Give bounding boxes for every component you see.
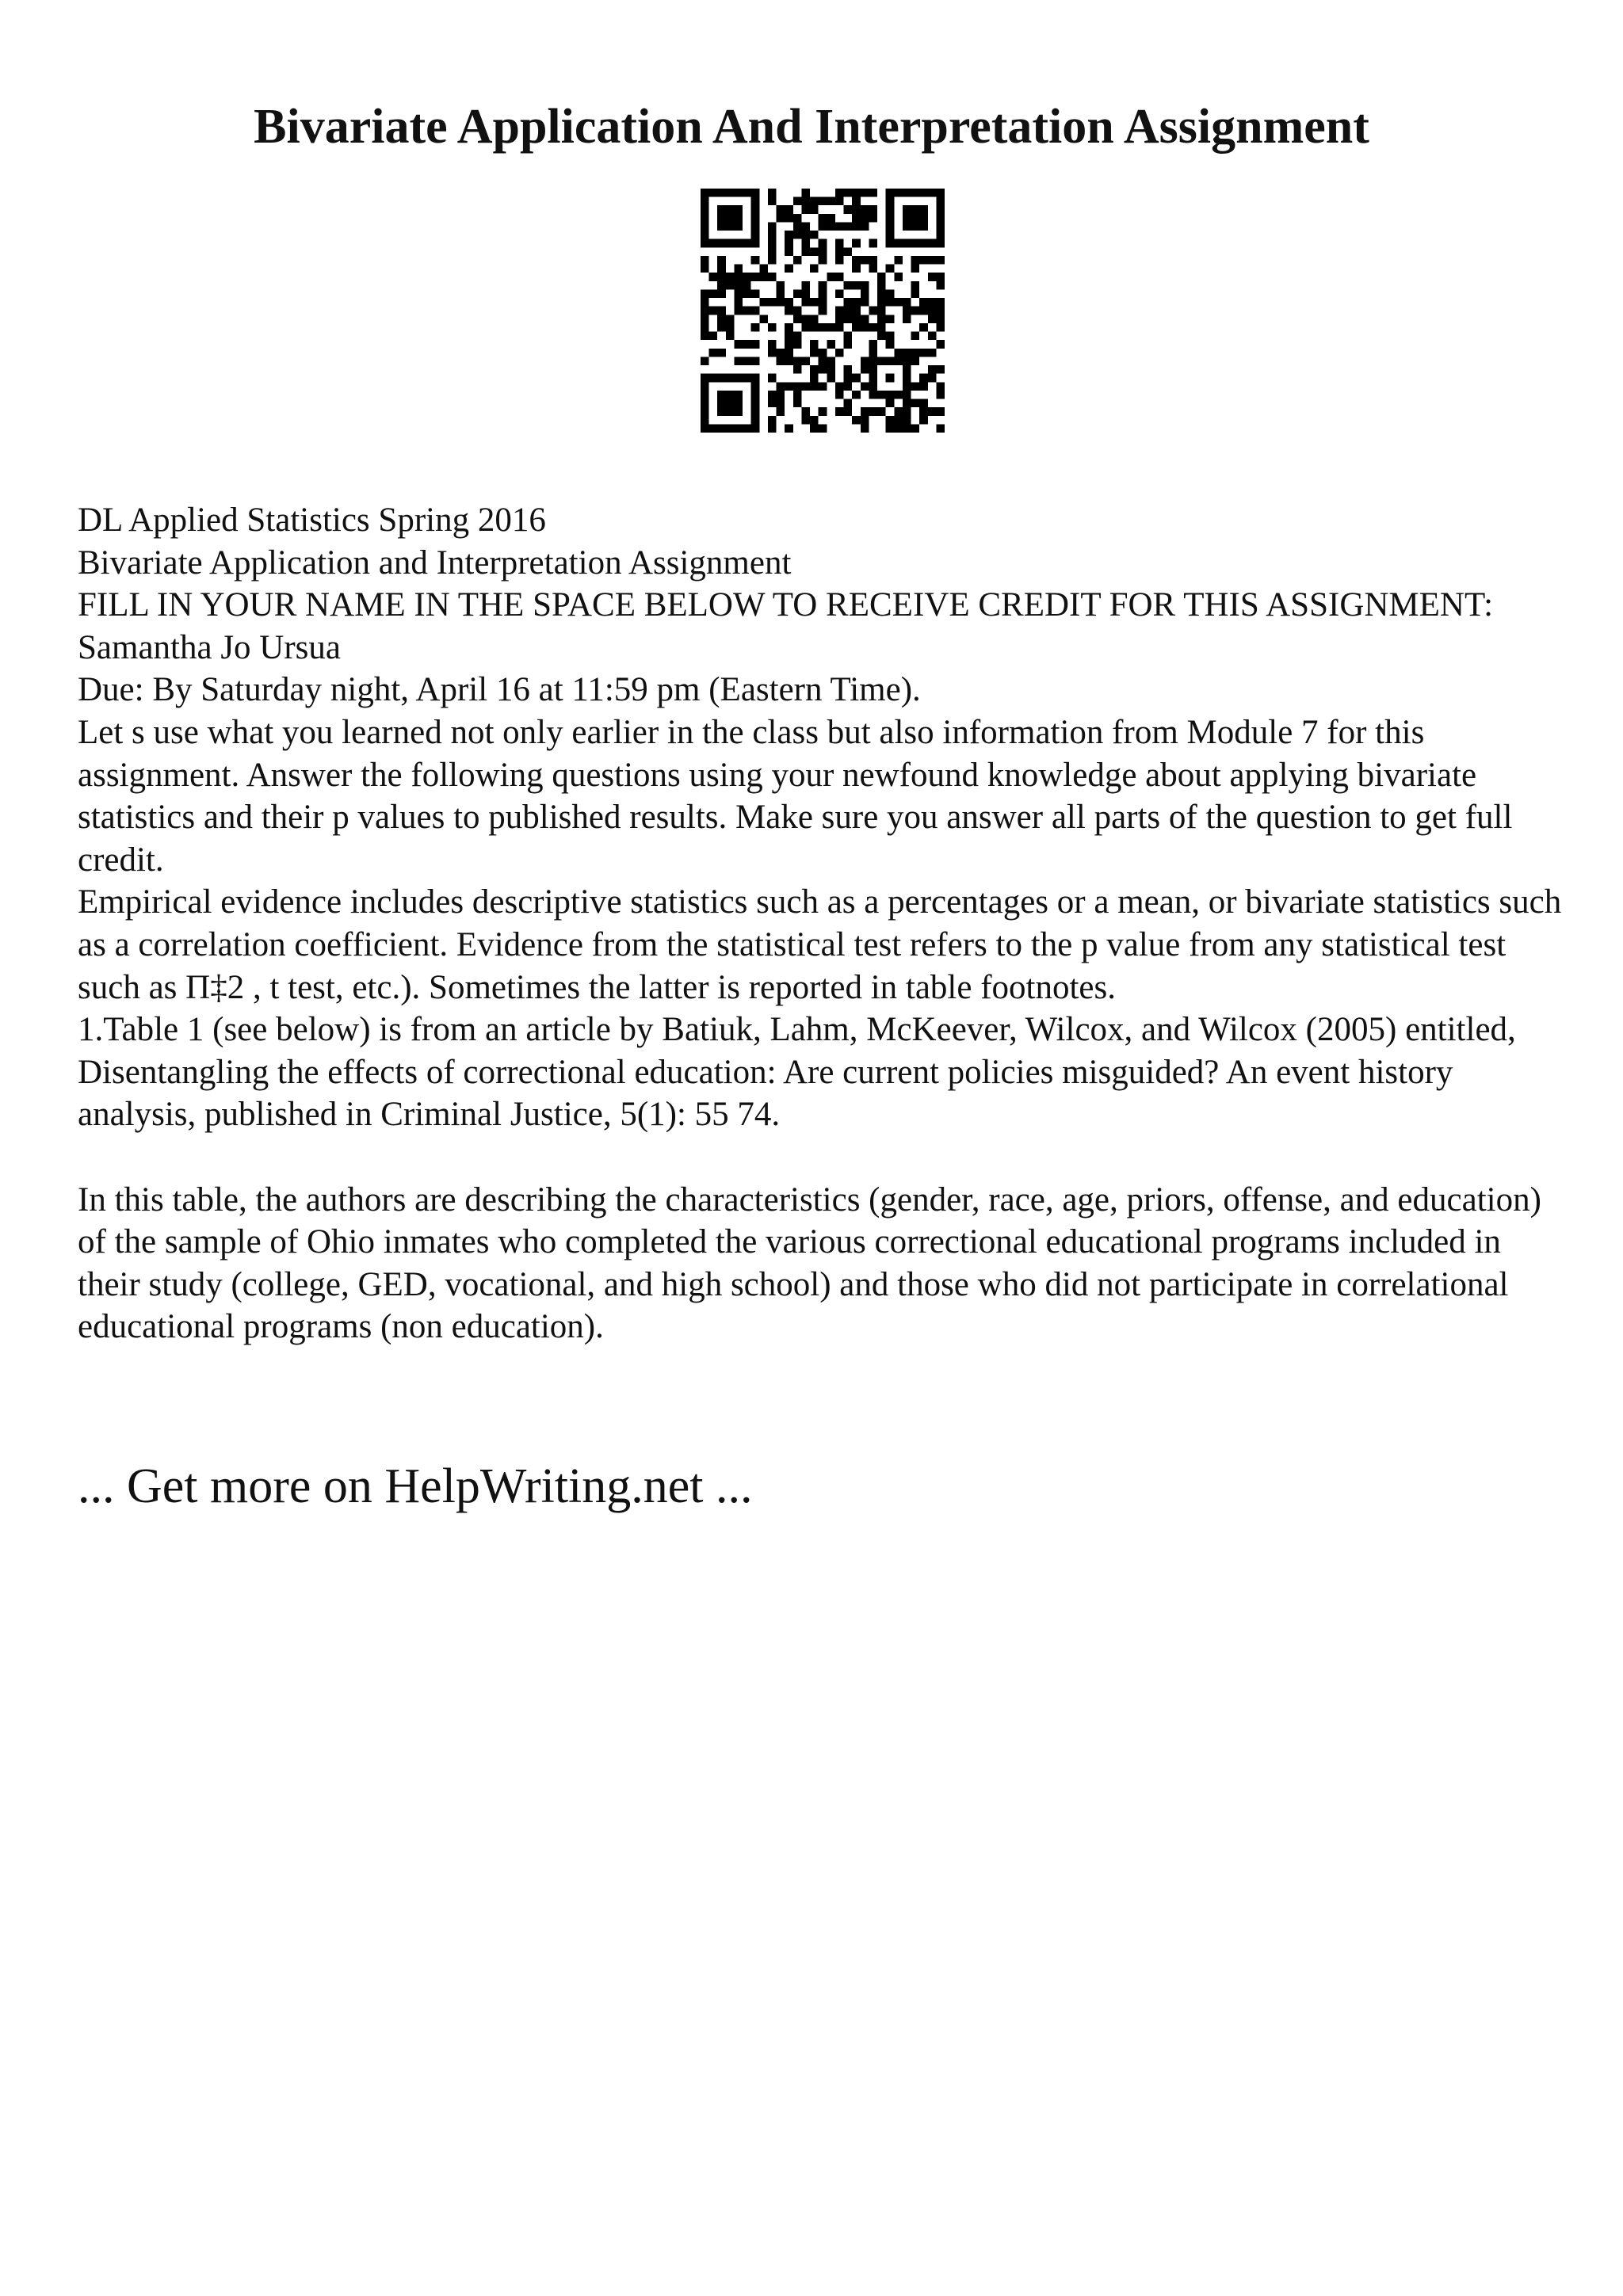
helpwriting-link[interactable]: ... Get more on HelpWriting.net ...	[78, 1459, 753, 1513]
table-description-paragraph: In this table, the authors are describing the characteristics (gender, race, age, priors, offense, and education) of the sample of Ohio inmates who completed the various correctional educational programs included in their study (college, GED, vocational, and high school) and those who did not participate in correlational educational programs (non education).	[78, 1180, 1541, 1346]
question-1-paragraph: 1.Table 1 (see below) is from an article by Batiuk, Lahm, McKeever, Wilcox, and Wilcox (2005) entitled, Disentangling the effects of correctional education: Are current policies misguided? An event history analysis, published in Criminal Justice, 5(1): 55 74.	[78, 1011, 1516, 1134]
assignment-line: Bivariate Application and Interpretation Assignment	[78, 543, 792, 582]
paragraph-spacer	[78, 1136, 1568, 1179]
course-line: DL Applied Statistics Spring 2016	[78, 502, 546, 539]
student-name: Samantha Jo Ursua	[78, 628, 341, 666]
document-body	[78, 499, 1568, 1348]
due-date: Due: By Saturday night, April 16 at 11:59 pm (Eastern Time).	[78, 671, 921, 709]
qr-code-icon	[701, 189, 945, 433]
name-instruction: FILL IN YOUR NAME IN THE SPACE BELOW TO RECEIVE CREDIT FOR THIS ASSIGNMENT:	[78, 586, 1494, 624]
document-title: Bivariate Application And Interpretation Assignment	[254, 100, 1369, 154]
evidence-paragraph: Empirical evidence includes descriptive statistics such as a percentages or a mean, or bivariate statistics such as a correlation coefficient. Evidence from the statistical test refers to the p value from any statistical test such as П‡2 , t test, etc.). Sometimes the latter is reported in table footnotes.	[78, 883, 1562, 1006]
intro-paragraph: Let s use what you learned not only earlier in the class but also information from Module 7 for this assignment. Answer the following questions using your newfound knowledge about applying bivariate statistics and their p values to published results. Make sure you answer all parts of the question to get full credit.	[78, 713, 1513, 879]
